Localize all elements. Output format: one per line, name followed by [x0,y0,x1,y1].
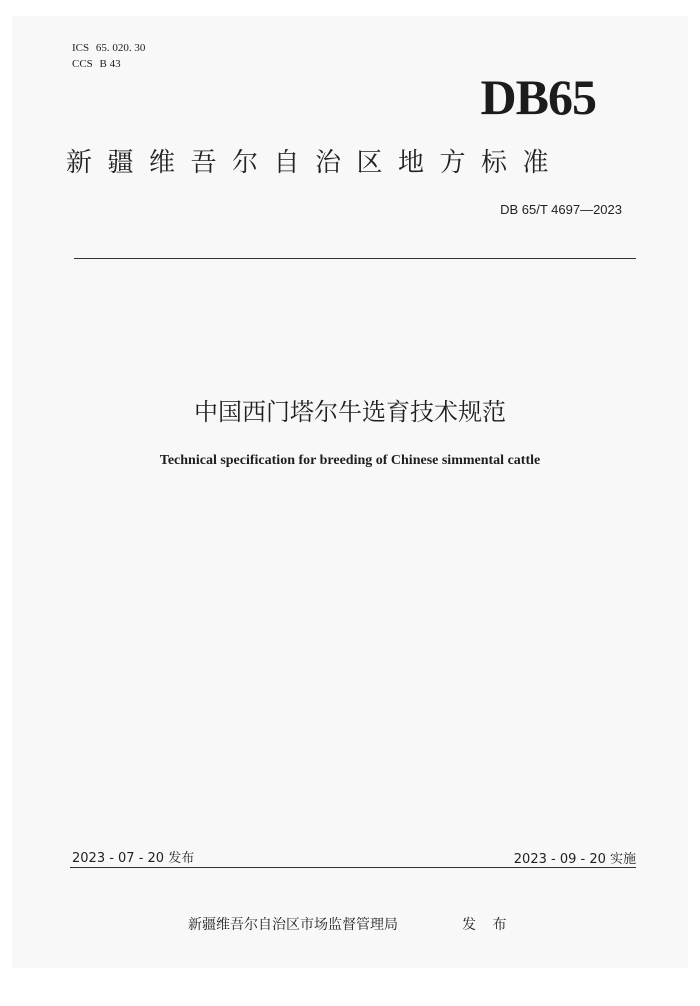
document-page [12,16,688,968]
implementation-date: 2023 - 09 - 20 实施 [513,852,636,867]
ics-line [72,40,149,56]
document-title-zh: 中国西门塔尔牛选育技术规范 [194,398,506,426]
db65-logo: DB65 [480,69,596,125]
document-title-en: Technical specification for breeding of Chinese simmental cattle [159,453,541,468]
ccs-code: B 43 [99,58,121,70]
bottom-divider [70,867,636,868]
issuing-authority: 新疆维吾尔自治区市场监督管理局 [188,917,398,933]
top-divider [74,258,636,259]
standard-type-title: 新疆维吾尔自治区地方标准 [66,148,565,178]
ics-label: ICS [72,42,90,54]
ccs-line [72,56,149,72]
release-date: 2023 - 07 - 20 发布 [72,851,195,866]
ccs-label: CCS [72,58,93,70]
ics-code: 65. 020. 30 [95,42,146,54]
standard-code: DB 65/T 4697—2023 [500,202,622,217]
issue-label: 发 布 [462,917,513,933]
classification-codes [72,40,149,72]
